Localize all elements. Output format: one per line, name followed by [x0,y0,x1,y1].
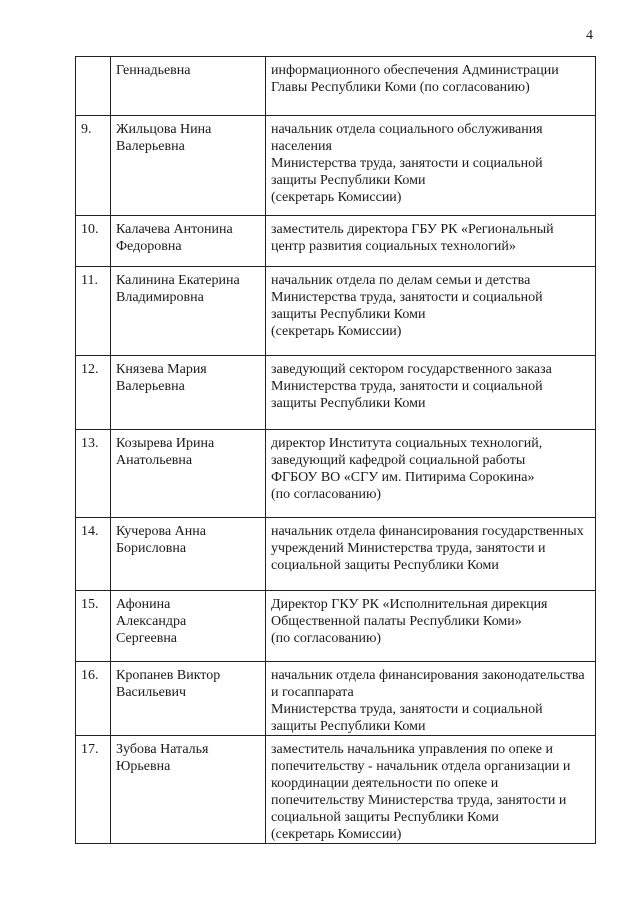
row-number: 15. [76,591,111,662]
member-position: начальник отдела социального обслуживания населения Министерства труда, занятости и социальной защиты Республики Коми (секретарь Комиссии) [266,116,596,216]
member-name: Афонина Александра Сергеевна [111,591,266,662]
member-position: Директор ГКУ РК «Исполнительная дирекция Общественной палаты Республики Коми» (по согласованию) [266,591,596,662]
table-row [76,116,596,216]
member-name: Кучерова Анна Борисловна [111,518,266,591]
member-name: Жильцова Нина Валерьевна [111,116,266,216]
row-number: 9. [76,116,111,216]
member-name: Князева Мария Валерьевна [111,356,266,430]
member-position: информационного обеспечения Администрации Главы Республики Коми (по согласованию) [266,57,596,116]
member-name: Геннадьевна [111,57,266,116]
member-position: начальник отдела финансирования государственных учреждений Министерства труда, занятости и социальной защиты Республики Коми [266,518,596,591]
table-row [76,430,596,518]
row-number [76,57,111,116]
row-number: 12. [76,356,111,430]
member-position: заместитель директора ГБУ РК «Региональный центр развития социальных технологий» [266,216,596,267]
row-number: 10. [76,216,111,267]
table-row [76,591,596,662]
member-name: Кропанев Виктор Васильевич [111,662,266,736]
table-row [76,518,596,591]
row-number: 17. [76,736,111,844]
commission-members-table [75,56,596,844]
table-row [76,662,596,736]
table-row [76,736,596,844]
row-number: 13. [76,430,111,518]
row-number: 16. [76,662,111,736]
member-position: начальник отдела финансирования законодательства и госаппарата Министерства труда, занятости и социальной защиты Республики Коми [266,662,596,736]
member-position: заместитель начальника управления по опеке и попечительству - начальник отдела организации и координации деятельности по опеке и попечительству Министерства труда, занятости и социальной защиты Республики Коми (секретарь Комиссии) [266,736,596,844]
member-position: начальник отдела по делам семьи и детства Министерства труда, занятости и социальной защиты Республики Коми (секретарь Комиссии) [266,267,596,356]
table-row [76,57,596,116]
table-row [76,356,596,430]
row-number: 14. [76,518,111,591]
member-name: Калинина Екатерина Владимировна [111,267,266,356]
row-number: 11. [76,267,111,356]
member-name: Зубова Наталья Юрьевна [111,736,266,844]
table-row [76,267,596,356]
page-number: 4 [586,28,593,43]
member-name: Козырева Ирина Анатольевна [111,430,266,518]
member-position: заведующий сектором государственного заказа Министерства труда, занятости и социальной защиты Республики Коми [266,356,596,430]
member-name: Калачева Антонина Федоровна [111,216,266,267]
member-position: директор Института социальных технологий, заведующий кафедрой социальной работы ФГБОУ ВО «СГУ им. Питирима Сорокина» (по согласованию) [266,430,596,518]
table-row [76,216,596,267]
